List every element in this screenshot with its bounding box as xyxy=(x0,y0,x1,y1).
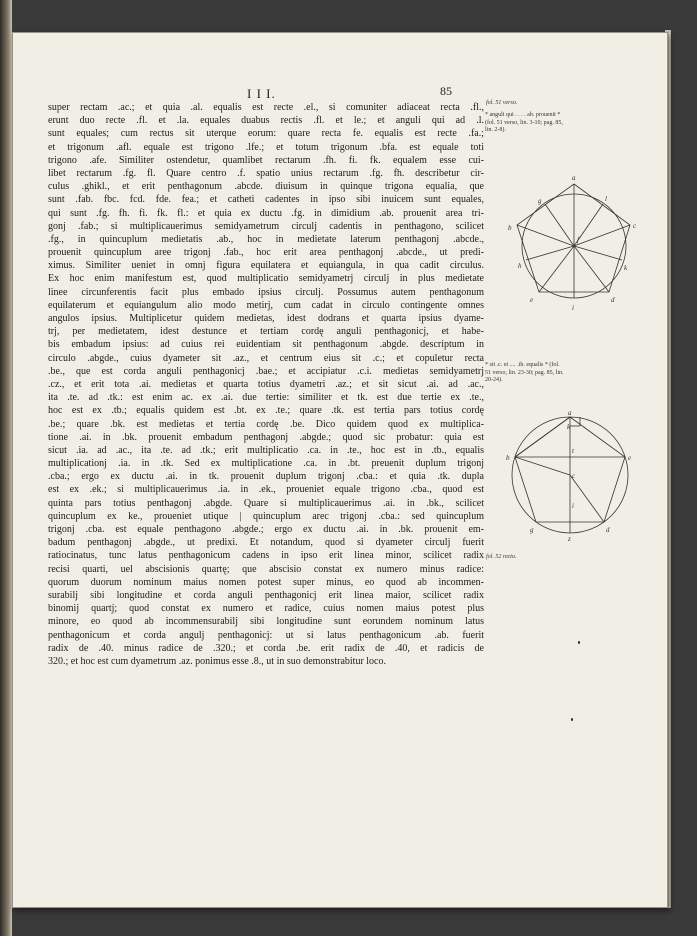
text-line: quinta pars totius penthagonj .abgde. Quare si multiplicauerimus .ai. in .bk., scilicet xyxy=(48,497,484,509)
text-line: recisi quarti, uel abscisionis quartę; que abscisio constat ex numero minus radice: xyxy=(48,563,484,575)
label-i: i xyxy=(572,304,574,312)
pentagon-inscribed-circle-figure xyxy=(500,170,646,320)
text-line: badum penthagonj .abgde., ut predixi. Et notandum, quod si dyameter circulj fuerit xyxy=(48,537,484,549)
ink-speck xyxy=(578,641,580,644)
note-line: lin. 2-8). xyxy=(485,127,506,133)
text-line: quincuplum ex ke., proueniet utique | quincuplum arec trigonj .cba.: sed quincuplum xyxy=(48,510,484,522)
label-e: e xyxy=(530,296,534,304)
text-line: linee circunferentis facit plus embado ipsius circulj. Possumus autem penthagonum xyxy=(48,286,484,298)
text-line: sunt equales; cum rectus sit uterque eorum: quare recta fe. equalis est recte .fa.; xyxy=(48,128,484,140)
label-d: d xyxy=(611,296,615,304)
text-line: hoc est ex .tb.; equalis quidem est .bt. ex .te.; quare .tk. est tertia pars totius cordę xyxy=(48,405,484,417)
label-k: k xyxy=(624,264,628,272)
label-k: k xyxy=(567,423,571,431)
main-text-column xyxy=(48,101,484,668)
text-line: est ex .ek.; si multiplicauerimus .ia. in .ek., proueniet equale trigono .cba., quod est xyxy=(48,484,484,496)
text-line: equilaterum et equiangulum alio modo metirj, cum cadat in circulo contingente omnes xyxy=(48,299,484,311)
book-spine-edge xyxy=(0,0,12,936)
label-b: b xyxy=(508,224,512,232)
text-line: tione .ai. in .bk. prouenit embadum penthagonj .abgde.; quod sic probatur: quia est xyxy=(48,431,484,443)
text-line: .cba.; ergo ex ductu .ai. in tk. prouenit duplum trigonj .cba.: et quia .tk. dupla xyxy=(48,471,484,483)
text-line: .be.; quare .bk. est medietas et tertia cordę .be. Dico quidem quod ex multiplica- xyxy=(48,418,484,430)
label-a: a xyxy=(572,174,576,182)
text-line: prouenit quincuplum aree trigonj .fab., hoc erit area penthagonj .abcde., ut predi- xyxy=(48,247,484,259)
label-f: f xyxy=(577,236,579,244)
label-t: t xyxy=(572,447,574,455)
label-l: l xyxy=(605,195,607,203)
text-line: culus .ghikl., et erit penthagonum .abcde. diuisum in quinque trigona equalia, que xyxy=(48,181,484,193)
label-a: a xyxy=(568,409,572,417)
label-g: g xyxy=(530,526,534,534)
text-line: trigono .afe. Similiter ostendetur, quamlibet rectarum .fh. fi. fk. equalem esse cui- xyxy=(48,154,484,166)
text-line: minore, eo quod ab incommensurabilj sibi longitudine sunt eorundem nominum latus xyxy=(48,616,484,628)
pentagon-in-circle-figure xyxy=(500,408,646,548)
ink-speck xyxy=(571,718,573,721)
note-line: * sit .c. et .... .tb. equalis * (fol. xyxy=(485,362,560,368)
text-line: sunt .fab. fbc. fcd. fde. fea.; et catheti cadentes in ipso sibi inuicem sunt equales, xyxy=(48,194,484,206)
note-line: 20-24). xyxy=(485,377,503,383)
label-h: h xyxy=(518,262,522,270)
note-line: 51 verso, lin. 23-30; pag. 85, lin. xyxy=(485,369,564,376)
text-line: gonj .fab.; si multiplicauerimus semidyametrum circulj cadentis in penthagono, scilicet xyxy=(48,220,484,232)
label-c: c xyxy=(633,222,637,230)
text-line: ita .te. ad .tk.: est enim ac. ex .ai. due tertie: similiter et tk. est due tertie ex .te., xyxy=(48,392,484,404)
text-line: multiplicationj .ia. in .tk. Sed ex multiplicatione .ca. in .bt. preuenit duplum trigonj xyxy=(48,458,484,470)
text-line: 320.; et hoc est cum dyametrum .az. ponimus esse .8., ut in suo demonstrabitur loco. xyxy=(48,655,386,667)
note-line: (fol. 51 verso, lin. 3-10; pag. 85, xyxy=(485,119,563,126)
margin-note-folio: fol. 52 recto. xyxy=(486,554,517,560)
text-line: qui sunt .fg. fh. fi. fk. fl.: et quia ex ductu .fg. in dimidium .ab. prouenit area tri- xyxy=(48,207,484,219)
label-e: e xyxy=(628,454,632,462)
text-line: .be., que est corda anguli penthagonicj .bae.; et accipiatur .c.i. medietas semidyametrj xyxy=(48,365,484,377)
text-line: .cz., et erit tota .ai. medietas et quarta totius dyametri .az.; et sit sicut .ai. ad .ac., xyxy=(48,378,484,390)
text-line: libet rectarum .fg. fl. Quare centro .f. spatio unius rectarum .fg. fh. describetur cir- xyxy=(48,167,484,179)
page-number: 85 xyxy=(440,84,452,98)
text-line: quorum duorum nominum maius nomen potest super minus, eo quod ab incommen- xyxy=(48,576,484,588)
label-d: d xyxy=(606,526,610,534)
label-c: c xyxy=(572,472,576,480)
text-line: .fg., in quincuplum medietatis .ab., hoc in medietate laterum penthagonj .abcde., xyxy=(48,233,484,245)
margin-note-reference xyxy=(485,362,631,385)
margin-note-reference xyxy=(485,112,631,135)
text-line: erunt duo recte .fl. et .la. equales duabus rectis .fl. et le.; et anguli qui ad .l. xyxy=(48,115,484,127)
text-line: circulo .abgde., cuius dyameter sit .az., et centrum eius sit .c.; et copuletur recta xyxy=(48,352,484,364)
text-line: radix de .40. minus radice de .320.; et corda .be. erit radix de .40, et radicis de xyxy=(48,642,484,654)
pentagon-outline xyxy=(517,184,630,292)
text-line: Ex hoc enim manifestum est, quod multiplicatio semidyametrj circulj in plus medietate xyxy=(48,273,484,285)
text-line: trigonj .cba. est equale penthagono .abgde.; ergo ex ductu .ai. in .bk. prouenit em- xyxy=(48,524,484,535)
label-i: i xyxy=(572,502,574,510)
text-line: surabilj sibi longitudine et corda anguli penthagonicj erit linea maior, scilicet radix xyxy=(48,589,484,601)
note-line: * anguli qui . . . . ab. prouenit * xyxy=(485,112,561,118)
text-line: ximus. Similiter ueniet in omnj figura equilatera et equiangula, in qua cadit circulus. xyxy=(48,260,484,272)
text-line: binomij quartj; quod constat ex numero et radice, cuius nomen maius potest plus xyxy=(48,603,484,615)
text-line: bis embadum ipsius: ad cuius rei euidentiam sit penthagonum .abgde. descriptum in xyxy=(48,339,484,351)
text-line: ratiocinatus, tunc latus penthagonicum cadens in ipso erit linea minor, scilicet radix xyxy=(48,550,484,562)
text-line: super rectam .ac.; et quia .al. equalis est recte .el., si comuniter adiaceat recta .fl., xyxy=(48,102,484,113)
text-line: trj, per medietatem, idest destunce et tertiam cordę anguli penthagonicj, et habe- xyxy=(48,326,484,338)
text-line: penthagonicum et corda angulj penthagonicj: ut si latus penthagonicum .ab. fuerit xyxy=(48,629,484,641)
margin-note-folio: fol. 51 verso. xyxy=(486,100,518,106)
text-line: et trigonum .afl. equale est trigono .lfe.; et totum trigonum .bfa. est equale toti xyxy=(48,141,484,153)
text-line: sicut .ia. ad .ac., ita .te. ad .tk.; erit multiplicatio .ca. in .te., hoc est in .tb., equalis xyxy=(48,444,484,456)
label-b: b xyxy=(506,454,510,462)
chapter-heading: I I I. xyxy=(247,86,276,101)
text-line: angulos ipsius. Multiplicetur quidem medietas, idest dodrans et quarta ipsius dyame- xyxy=(48,313,484,324)
label-z: z xyxy=(568,535,571,543)
label-g: g xyxy=(538,197,542,205)
